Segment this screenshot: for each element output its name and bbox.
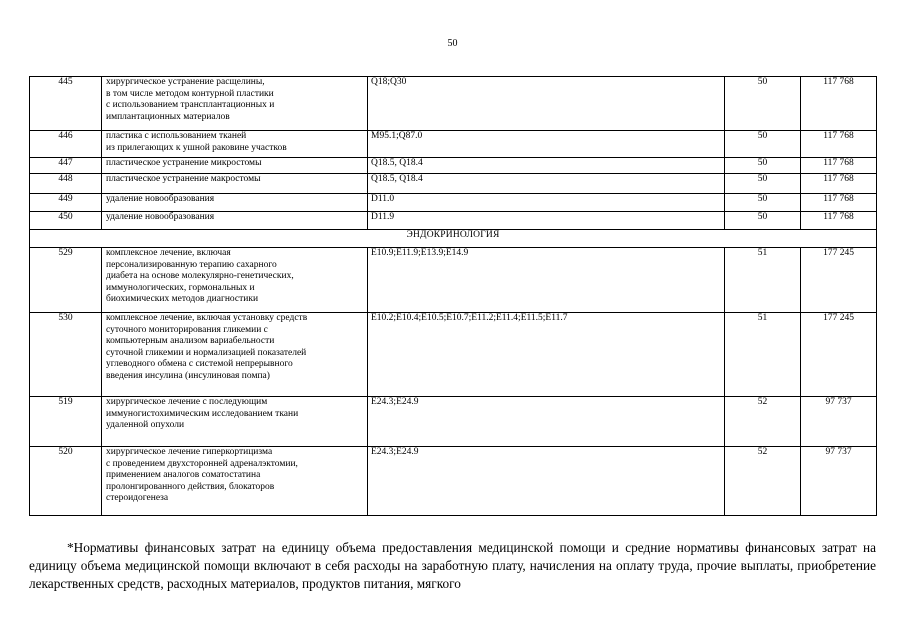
service-name: удаление новообразования (102, 212, 368, 230)
table-row (30, 158, 877, 174)
group-number: 51 (725, 248, 801, 313)
table-row (30, 174, 877, 194)
cost-norm: 117 768 (801, 174, 877, 194)
group-number: 51 (725, 313, 801, 397)
row-number: 520 (30, 447, 102, 516)
row-number: 530 (30, 313, 102, 397)
service-name: пластическое устранение микростомы (102, 158, 368, 174)
row-number: 445 (30, 77, 102, 131)
cost-norm: 117 768 (801, 77, 877, 131)
service-name: пластическое устранение макростомы (102, 174, 368, 194)
cost-norm: 117 768 (801, 131, 877, 158)
table-row (30, 77, 877, 131)
icd-codes: Q18;Q30 (368, 77, 725, 131)
group-number: 50 (725, 77, 801, 131)
cost-norm: 177 245 (801, 248, 877, 313)
service-name: комплексное лечение, включая персонализированную терапию сахарного диабета на основе молекулярно-генетических, иммунологических, гормональных и биохимических методов диагностики (102, 248, 368, 313)
icd-codes: M95.1;Q87.0 (368, 131, 725, 158)
icd-codes: D11.0 (368, 194, 725, 212)
icd-codes: D11.9 (368, 212, 725, 230)
group-number: 52 (725, 447, 801, 516)
group-number: 50 (725, 174, 801, 194)
cost-norm: 117 768 (801, 194, 877, 212)
table-row (30, 194, 877, 212)
group-number: 50 (725, 158, 801, 174)
cost-norm: 97 737 (801, 397, 877, 447)
row-number: 449 (30, 194, 102, 212)
icd-codes: E10.2;E10.4;E10.5;E10.7;E11.2;E11.4;E11.5;E11.7 (368, 313, 725, 397)
icd-codes: Q18.5, Q18.4 (368, 174, 725, 194)
services-table (29, 76, 877, 516)
cost-norm: 117 768 (801, 158, 877, 174)
row-number: 529 (30, 248, 102, 313)
service-name: хирургическое устранение расщелины, в том числе методом контурной пластики с использованием трансплантационных и имплантационных материалов (102, 77, 368, 131)
group-number: 50 (725, 194, 801, 212)
table-row (30, 212, 877, 230)
service-name: хирургическое лечение с последующим иммуногистохимическим исследованием ткани удаленной опухоли (102, 397, 368, 447)
service-name: комплексное лечение, включая установку средств суточного мониторирования гликемии с компьютерным анализом вариабельности суточной гликемии и нормализацией показателей углеводного обмена с системой непрерывного введения инсулина (инсулиновая помпа) (102, 313, 368, 397)
row-number: 450 (30, 212, 102, 230)
service-name: удаление новообразования (102, 194, 368, 212)
table-row (30, 447, 877, 516)
section-title: ЭНДОКРИНОЛОГИЯ (30, 230, 877, 248)
cost-norm: 177 245 (801, 313, 877, 397)
cost-norm: 97 737 (801, 447, 877, 516)
row-number: 519 (30, 397, 102, 447)
table-row (30, 131, 877, 158)
group-number: 52 (725, 397, 801, 447)
icd-codes: Q18.5, Q18.4 (368, 158, 725, 174)
table-row (30, 313, 877, 397)
row-number: 447 (30, 158, 102, 174)
icd-codes: E10.9;E11.9;E13.9;E14.9 (368, 248, 725, 313)
table-row (30, 248, 877, 313)
footnote-text: *Нормативы финансовых затрат на единицу объема предоставления медицинской помощи и средние нормативы финансовых затрат на единицу объема медицинской помощи включают в себя расходы на заработную плату, начисления на оплату труда, прочие выплаты, приобретение лекарственных средств, расходных материалов, продуктов питания, мягкого (29, 540, 876, 592)
group-number: 50 (725, 212, 801, 230)
group-number: 50 (725, 131, 801, 158)
page-number: 50 (447, 38, 458, 49)
icd-codes: E24.3;E24.9 (368, 397, 725, 447)
service-name: хирургическое лечение гиперкортицизма с проведением двухсторонней адреналэктомии, применением аналогов соматостатина пролонгированного действия, блокаторов стероидогенеза (102, 447, 368, 516)
row-number: 448 (30, 174, 102, 194)
cost-norm: 117 768 (801, 212, 877, 230)
section-row (30, 230, 877, 248)
icd-codes: E24.3;E24.9 (368, 447, 725, 516)
service-name: пластика с использованием тканей из прилегающих к ушной раковине участков (102, 131, 368, 158)
row-number: 446 (30, 131, 102, 158)
table-row (30, 397, 877, 447)
